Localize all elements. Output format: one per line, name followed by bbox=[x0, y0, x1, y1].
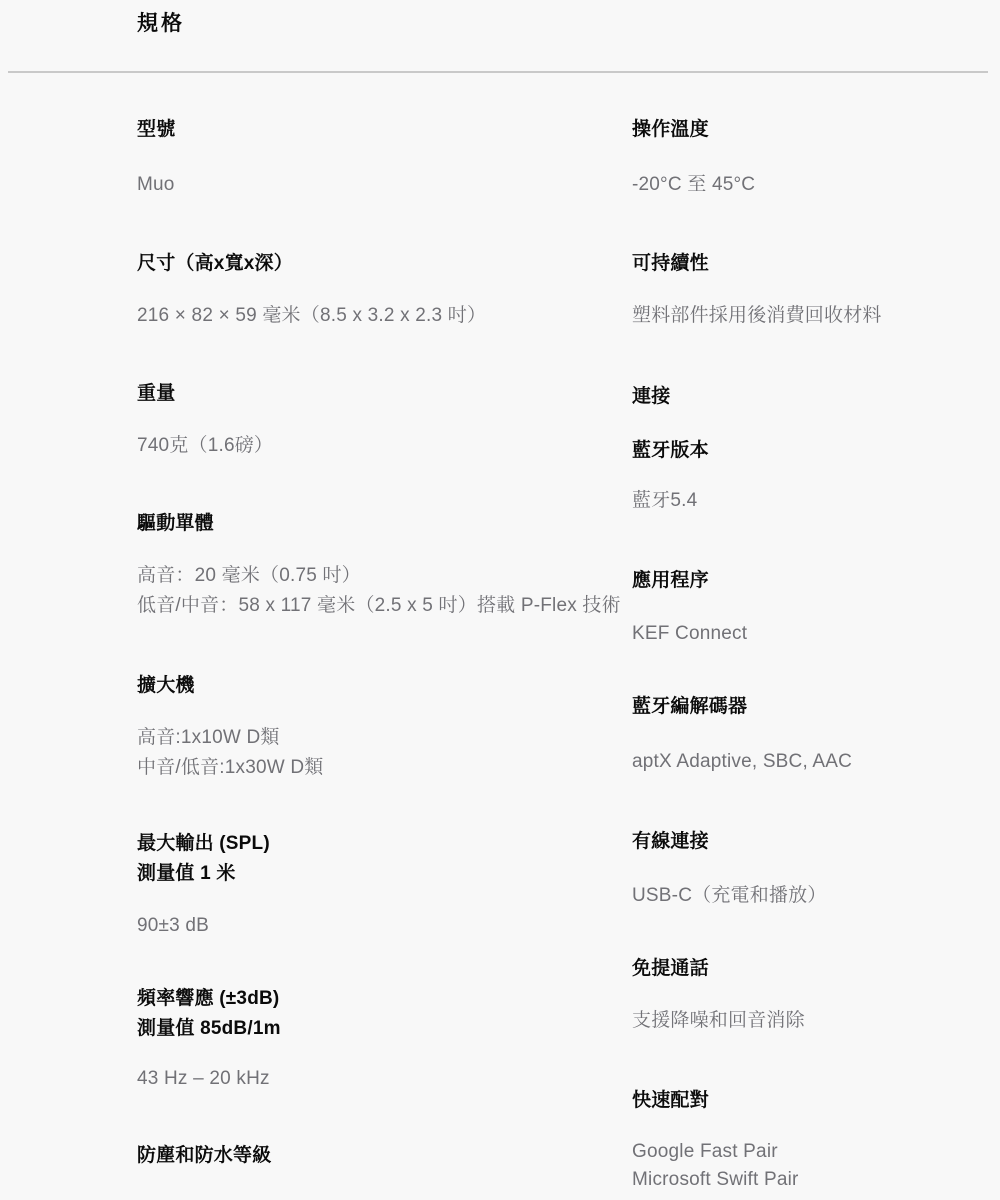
spec-label-wired-connection: 有線連接 bbox=[632, 831, 709, 852]
spec-label-frequency-response: 頻率響應 (±3dB) bbox=[137, 988, 280, 1009]
spec-label-model: 型號 bbox=[137, 119, 176, 140]
spec-label-max-output: 最大輸出 (SPL) bbox=[137, 833, 270, 854]
spec-label-amplifier: 擴大機 bbox=[137, 675, 195, 696]
spec-label-drivers: 驅動單體 bbox=[137, 513, 214, 534]
spec-value-wired-connection: USB-C（充電和播放） bbox=[632, 885, 827, 906]
spec-label-fast-pairing: 快速配對 bbox=[632, 1090, 709, 1111]
spec-value-drivers-tweeter: 高音：20 毫米（0.75 吋） bbox=[137, 565, 361, 586]
spec-label-sustainability: 可持續性 bbox=[632, 253, 709, 274]
spec-value-dimensions: 216 × 82 × 59 毫米（8.5 x 3.2 x 2.3 吋） bbox=[137, 305, 487, 326]
spec-value-hands-free: 支援降噪和回音消除 bbox=[632, 1010, 805, 1031]
spec-value-app: KEF Connect bbox=[632, 623, 748, 644]
spec-value-amplifier-woofer: 中音/低音:1x30W D類 bbox=[137, 757, 324, 778]
spec-label-bluetooth-codecs: 藍牙編解碼器 bbox=[632, 696, 748, 717]
spec-label-max-output-note: 測量值 1 米 bbox=[137, 863, 236, 884]
spec-value-fast-pairing-microsoft: Microsoft Swift Pair bbox=[632, 1169, 799, 1190]
spec-value-max-output: 90±3 dB bbox=[137, 915, 210, 936]
spec-value-fast-pairing-google: Google Fast Pair bbox=[632, 1141, 778, 1162]
spec-section-connectivity: 連接 bbox=[632, 386, 671, 407]
spec-value-drivers-woofer: 低音/中音：58 x 117 毫米（2.5 x 5 吋）搭載 P-Flex 技術 bbox=[137, 595, 621, 616]
spec-label-weight: 重量 bbox=[137, 383, 176, 404]
spec-label-app: 應用程序 bbox=[632, 570, 709, 591]
spec-value-bluetooth-codecs: aptX Adaptive, SBC, AAC bbox=[632, 751, 853, 772]
spec-label-operating-temperature: 操作溫度 bbox=[632, 119, 709, 140]
spec-label-dimensions: 尺寸（高x寬x深） bbox=[137, 253, 293, 274]
spec-value-operating-temperature: -20°C 至 45°C bbox=[632, 174, 756, 195]
spec-value-amplifier-tweeter: 高音:1x10W D類 bbox=[137, 727, 280, 748]
spec-value-frequency-response: 43 Hz – 20 kHz bbox=[137, 1068, 270, 1089]
page-title: 規格 bbox=[137, 12, 185, 35]
spec-value-bluetooth-version: 藍牙5.4 bbox=[632, 490, 698, 511]
spec-value-weight: 740克（1.6磅） bbox=[137, 435, 274, 456]
spec-label-ip-rating: 防塵和防水等級 bbox=[137, 1145, 272, 1166]
spec-label-frequency-response-note: 測量值 85dB/1m bbox=[137, 1018, 281, 1039]
divider bbox=[8, 71, 988, 73]
spec-label-bluetooth-version: 藍牙版本 bbox=[632, 440, 709, 461]
spec-label-hands-free: 免提通話 bbox=[632, 958, 709, 979]
spec-value-model: Muo bbox=[137, 174, 175, 195]
spec-value-sustainability: 塑料部件採用後消費回收材料 bbox=[632, 305, 882, 326]
